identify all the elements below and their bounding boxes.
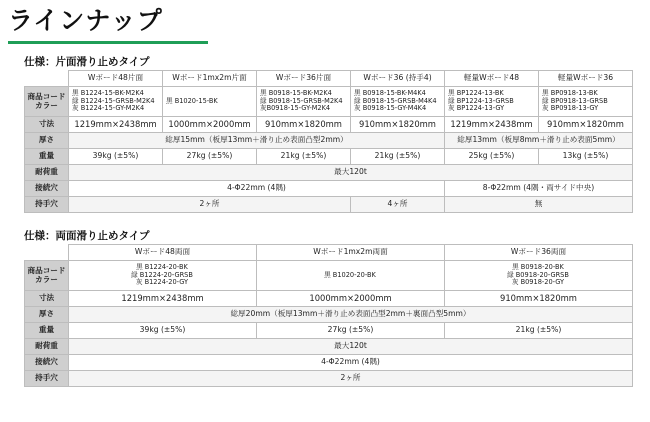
column-header: Wボード48両面 bbox=[69, 245, 257, 261]
weight-row bbox=[25, 323, 633, 339]
load-cell: 最大120t bbox=[69, 339, 633, 355]
weight-cell: 21kg (±5%) bbox=[257, 149, 351, 165]
weight-cell: 21kg (±5%) bbox=[351, 149, 445, 165]
column-header: Wボード1mx2m片面 bbox=[163, 71, 257, 87]
size-cell: 910mm×1820mm bbox=[539, 117, 633, 133]
page-title: ラインナップ bbox=[8, 6, 163, 35]
column-header: Wボード36両面 bbox=[445, 245, 633, 261]
weight-cell: 39kg (±5%) bbox=[69, 323, 257, 339]
row-label-holes: 接続穴 bbox=[25, 181, 69, 197]
row-label-weight: 重量 bbox=[25, 149, 69, 165]
product-code-cell: 黒 B1224-20-BK 緑 B1224-20-GRSB 灰 B1224-20-GY bbox=[69, 261, 257, 291]
row-label-holes: 接続穴 bbox=[25, 355, 69, 371]
size-row bbox=[25, 117, 633, 133]
size-cell: 1219mm×2438mm bbox=[69, 291, 257, 307]
holes-cell: 4-Φ22mm (4隅) bbox=[69, 181, 445, 197]
weight-cell: 21kg (±5%) bbox=[445, 323, 633, 339]
weight-cell: 39kg (±5%) bbox=[69, 149, 163, 165]
size-cell: 1000mm×2000mm bbox=[257, 291, 445, 307]
weight-row bbox=[25, 149, 633, 165]
section2-heading: 仕様：両面滑り止めタイプ bbox=[24, 230, 150, 242]
spec-table-single-sided bbox=[24, 70, 633, 213]
title-underline bbox=[8, 41, 208, 44]
holes-cell: 8-Φ22mm (4隅・両サイド中央) bbox=[445, 181, 633, 197]
weight-cell: 25kg (±5%) bbox=[445, 149, 539, 165]
size-cell: 910mm×1820mm bbox=[445, 291, 633, 307]
load-cell: 最大120t bbox=[69, 165, 633, 181]
handles-cell: 2ヶ所 bbox=[69, 371, 633, 387]
holes-cell: 4-Φ22mm (4隅) bbox=[69, 355, 633, 371]
row-label-code: 商品コード カラー bbox=[25, 261, 69, 291]
product-code-cell: 黒 B0918-15-BK-M2K4 緑 B0918-15-GRSB-M2K4 灰B0918-15-GY-M2K4 bbox=[257, 87, 351, 117]
product-code-cell: 黒 B0918-20-BK 緑 B0918-20-GRSB 灰 B0918-20-GY bbox=[445, 261, 633, 291]
handles-row bbox=[25, 197, 633, 213]
thickness-row bbox=[25, 307, 633, 323]
weight-cell: 27kg (±5%) bbox=[163, 149, 257, 165]
size-cell: 1000mm×2000mm bbox=[163, 117, 257, 133]
load-row bbox=[25, 165, 633, 181]
handles-row bbox=[25, 371, 633, 387]
load-row bbox=[25, 339, 633, 355]
row-label-thickness: 厚さ bbox=[25, 307, 69, 323]
column-header: 軽量Wボード48 bbox=[445, 71, 539, 87]
code-row bbox=[25, 261, 633, 291]
product-code-cell: 黒 B0918-15-BK-M4K4 緑 B0918-15-GRSB-M4K4 灰 B0918-15-GY-M4K4 bbox=[351, 87, 445, 117]
row-label-load: 耐荷重 bbox=[25, 339, 69, 355]
row-label-load: 耐荷重 bbox=[25, 165, 69, 181]
handles-cell: 2ヶ所 bbox=[69, 197, 351, 213]
row-label-handles: 持手穴 bbox=[25, 371, 69, 387]
header-row bbox=[25, 71, 633, 87]
size-row bbox=[25, 291, 633, 307]
size-cell: 910mm×1820mm bbox=[257, 117, 351, 133]
row-label-handles: 持手穴 bbox=[25, 197, 69, 213]
product-code-cell: 黒 BP1224-13-BK 緑 BP1224-13-GRSB 灰 BP1224-13-GY bbox=[445, 87, 539, 117]
size-cell: 910mm×1820mm bbox=[351, 117, 445, 133]
code-row bbox=[25, 87, 633, 117]
product-code-cell: 黒 B1020-20-BK bbox=[257, 261, 445, 291]
thickness-row bbox=[25, 133, 633, 149]
thickness-cell: 総厚20mm（板厚13mm＋滑り止め表面凸型2mm＋裏面凸型5mm） bbox=[69, 307, 633, 323]
handles-cell: 無 bbox=[445, 197, 633, 213]
product-code-cell: 黒 B1224-15-BK-M2K4 緑 B1224-15-GRSB-M2K4 灰 B1224-15-GY-M2K4 bbox=[69, 87, 163, 117]
column-header: 軽量Wボード36 bbox=[539, 71, 633, 87]
handles-cell: 4ヶ所 bbox=[351, 197, 445, 213]
spec-table-double-sided bbox=[24, 244, 633, 387]
row-label-thickness: 厚さ bbox=[25, 133, 69, 149]
product-code-cell: 黒 BP0918-13-BK 緑 BP0918-13-GRSB 灰 BP0918-13-GY bbox=[539, 87, 633, 117]
row-label-size: 寸法 bbox=[25, 291, 69, 307]
size-cell: 1219mm×2438mm bbox=[445, 117, 539, 133]
row-label-size: 寸法 bbox=[25, 117, 69, 133]
holes-row bbox=[25, 355, 633, 371]
weight-cell: 13kg (±5%) bbox=[539, 149, 633, 165]
product-code-cell: 黒 B1020-15-BK bbox=[163, 87, 257, 117]
thickness-cell: 総厚15mm（板厚13mm＋滑り止め表面凸型2mm） bbox=[69, 133, 445, 149]
column-header: Wボード36 (持手4) bbox=[351, 71, 445, 87]
weight-cell: 27kg (±5%) bbox=[257, 323, 445, 339]
section1-heading: 仕様：片面滑り止めタイプ bbox=[24, 56, 150, 68]
row-label-code: 商品コード カラー bbox=[25, 87, 69, 117]
size-cell: 1219mm×2438mm bbox=[69, 117, 163, 133]
holes-row bbox=[25, 181, 633, 197]
column-header: Wボード48片面 bbox=[69, 71, 163, 87]
column-header: Wボード1mx2m両面 bbox=[257, 245, 445, 261]
header-row bbox=[25, 245, 633, 261]
column-header: Wボード36片面 bbox=[257, 71, 351, 87]
thickness-cell: 総厚13mm（板厚8mm＋滑り止め表面5mm） bbox=[445, 133, 633, 149]
row-label-weight: 重量 bbox=[25, 323, 69, 339]
